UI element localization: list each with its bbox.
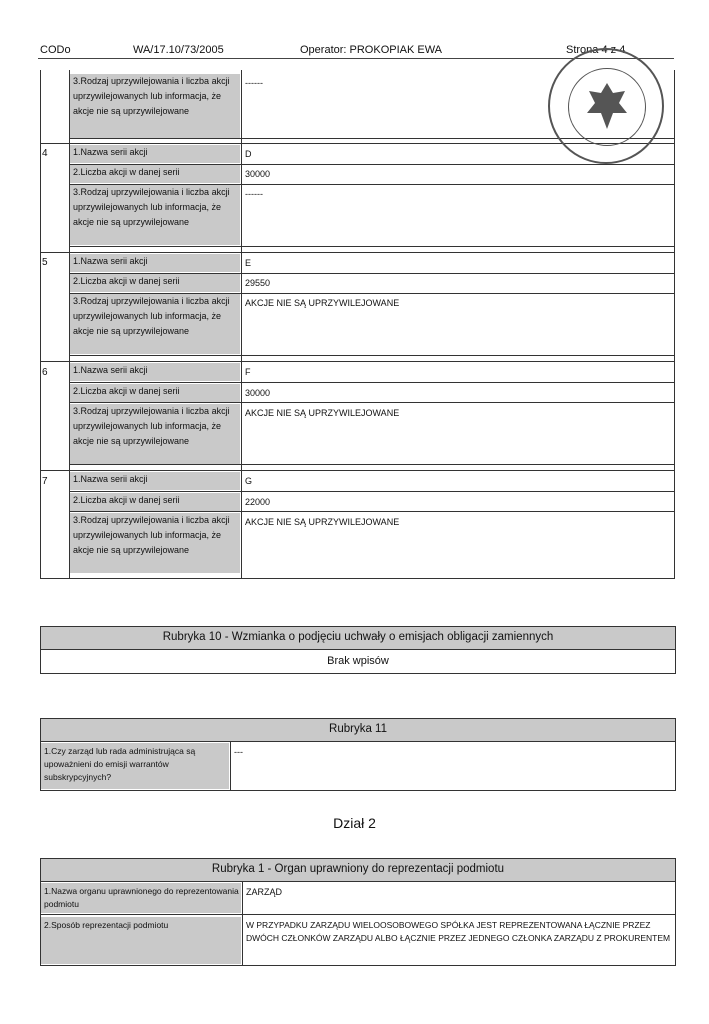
name-label: 1.Nazwa serii akcji xyxy=(70,254,240,272)
priv-value: ------ xyxy=(245,78,263,88)
row-divider xyxy=(69,246,675,247)
table-row xyxy=(70,74,240,138)
name-label: 1.Nazwa serii akcji xyxy=(70,363,240,381)
seal-eagle-icon xyxy=(568,68,646,146)
row-divider xyxy=(40,361,675,362)
rubryka-1-box xyxy=(40,858,676,966)
warrant-question: 1.Czy zarząd lub rada administrująca są upoważnieni do emisji warrantów subskrypcyjnych? xyxy=(41,743,229,789)
priv-label-text: 3.Rodzaj uprzywilejowania i liczba akcji uprzywilejowanych lub informacja, że akcje nie są uprzywilejowane xyxy=(73,406,230,446)
organ-value: ZARZĄD xyxy=(246,887,282,897)
name-label: 1.Nazwa serii akcji xyxy=(70,472,240,490)
column-divider xyxy=(242,882,243,965)
row-number: 7 xyxy=(42,476,48,487)
court-seal-icon xyxy=(548,48,664,164)
row-number: 6 xyxy=(42,367,48,378)
count-label: 2.Liczba akcji w danej serii xyxy=(70,384,240,402)
priv-value: AKCJE NIE SĄ UPRZYWILEJOWANE xyxy=(245,408,400,418)
row-number: 5 xyxy=(42,257,48,268)
section-heading: Dział 2 xyxy=(333,815,376,831)
name-label: 1.Nazwa serii akcji xyxy=(70,145,240,163)
row-divider xyxy=(69,402,675,403)
series-count: 30000 xyxy=(245,169,271,179)
row-divider xyxy=(69,382,675,383)
series-name: E xyxy=(245,258,252,268)
row-number: 4 xyxy=(42,148,48,159)
series-count: 22000 xyxy=(245,497,271,507)
table-border-left xyxy=(40,70,41,578)
count-label: 2.Liczba akcji w danej serii xyxy=(70,493,240,511)
priv-value: AKCJE NIE SĄ UPRZYWILEJOWANE xyxy=(245,517,400,527)
row-divider xyxy=(69,184,675,185)
warrant-answer: --- xyxy=(234,747,243,757)
registry-code: CODo xyxy=(40,44,71,56)
priv-label-text: 3.Rodzaj uprzywilejowania i liczba akcji uprzywilejowanych lub informacja, że akcje nie są uprzywilejowane xyxy=(73,515,230,555)
row-divider xyxy=(69,293,675,294)
rubryka-10-box xyxy=(40,626,676,674)
rubryka-11-title: Rubryka 11 xyxy=(41,719,675,742)
row-divider xyxy=(69,511,675,512)
rubryka-1-title: Rubryka 1 - Organ uprawniony do reprezentacji podmiotu xyxy=(41,859,675,882)
rubryka-11-box xyxy=(40,718,676,791)
rubryka-10-value: Brak wpisów xyxy=(327,655,389,667)
series-name: F xyxy=(245,367,251,377)
table-border-bottom xyxy=(40,578,675,579)
priv-label xyxy=(70,185,240,245)
count-label: 2.Liczba akcji w danej serii xyxy=(70,274,240,292)
count-label: 2.Liczba akcji w danej serii xyxy=(70,165,240,183)
priv-label xyxy=(70,404,240,464)
priv-value: AKCJE NIE SĄ UPRZYWILEJOWANE xyxy=(245,298,400,308)
table-border-right xyxy=(674,70,675,578)
case-number: WA/17.10/73/2005 xyxy=(133,44,224,56)
page-number: Strona 4 z 4 xyxy=(566,44,626,56)
row-divider xyxy=(69,164,675,165)
method-label: 2.Sposób reprezentacji podmiotu xyxy=(41,917,241,964)
method-value: W PRZYPADKU ZARZĄDU WIELOOSOBOWEGO SPÓŁKA JEST REPREZENTOWANA ŁĄCZNIE PRZEZ DWÓCH CZŁONKÓW ZARZĄDU ALBO ŁĄCZNIE PRZEZ JEDNEGO CZŁONKA ZARZĄDU Z PROKURENTEM xyxy=(246,920,671,943)
priv-label xyxy=(70,513,240,573)
row-divider xyxy=(41,914,675,915)
priv-label xyxy=(70,294,240,354)
priv-value: ------ xyxy=(245,189,263,199)
row-divider xyxy=(40,470,675,471)
priv-label-text: 3.Rodzaj uprzywilejowania i liczba akcji uprzywilejowanych lub informacja, że akcje nie są uprzywilejowane xyxy=(73,187,230,227)
row-divider xyxy=(40,252,675,253)
rubryka-10-title: Rubryka 10 - Wzmianka o podjęciu uchwały o emisjach obligacji zamiennych xyxy=(41,627,675,650)
row-divider xyxy=(69,491,675,492)
series-count: 29550 xyxy=(245,278,271,288)
priv-label-text: 3.Rodzaj uprzywilejowania i liczba akcji uprzywilejowanych lub informacja, że akcje nie są uprzywilejowane xyxy=(73,296,230,336)
organ-label: 1.Nazwa organu uprawnionego do reprezentowania podmiotu xyxy=(41,883,241,913)
priv-label: 3.Rodzaj uprzywilejowania i liczba akcji uprzywilejowanych lub informacja, że akcje nie są uprzywilejowane xyxy=(73,76,230,116)
operator-name: Operator: PROKOPIAK EWA xyxy=(300,44,443,56)
column-divider xyxy=(241,70,242,578)
series-name: G xyxy=(245,476,253,486)
series-count: 30000 xyxy=(245,388,271,398)
row-divider xyxy=(69,464,675,465)
row-divider xyxy=(69,355,675,356)
series-name: D xyxy=(245,149,252,159)
row-divider xyxy=(69,273,675,274)
